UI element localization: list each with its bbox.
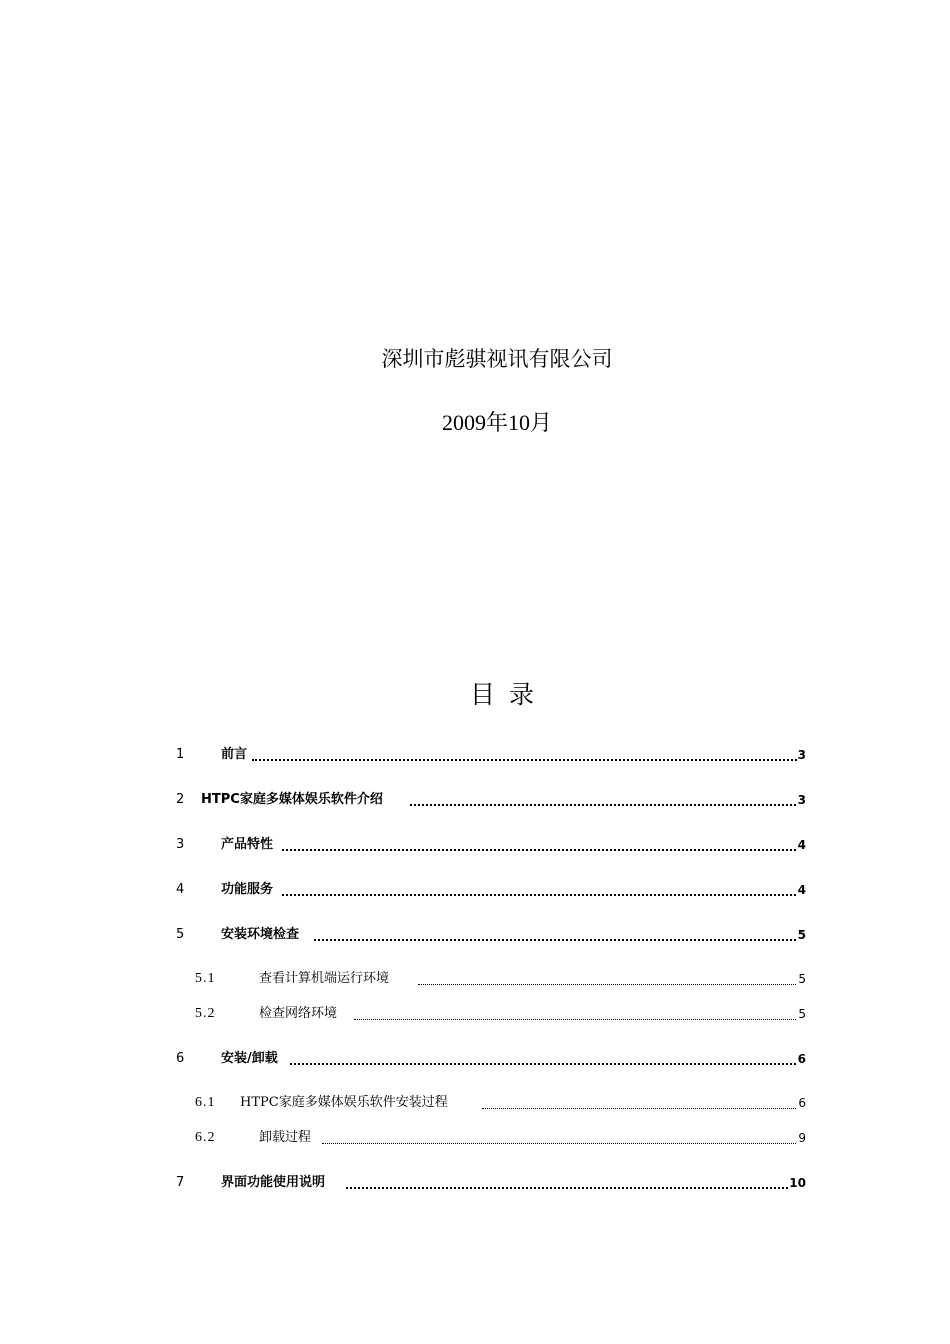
toc-entry-number: 5.2 bbox=[195, 1006, 216, 1021]
toc-entry-6-1[interactable] bbox=[0, 1092, 950, 1114]
toc-entry-label: HTPC家庭多媒体娱乐软件安装过程 bbox=[240, 1092, 449, 1114]
toc-entry-number: 1 bbox=[176, 747, 185, 762]
toc-entry-label: 卸载过程 bbox=[259, 1127, 312, 1149]
toc-entry-5-1[interactable] bbox=[0, 968, 950, 990]
toc-entry-6-2[interactable] bbox=[0, 1127, 950, 1149]
toc-entry-label: 查看计算机端运行环境 bbox=[259, 968, 390, 990]
toc-entry-1[interactable] bbox=[0, 744, 950, 766]
toc-entry-label: 安装环境检查 bbox=[221, 924, 300, 946]
toc-entry-number: 3 bbox=[176, 837, 185, 852]
toc-entry-page: 6 bbox=[797, 1048, 806, 1070]
toc-entry-3[interactable] bbox=[0, 834, 950, 856]
toc-entry-page: 6 bbox=[797, 1092, 806, 1114]
toc-entry-7[interactable] bbox=[0, 1172, 950, 1194]
toc-dot-leader bbox=[282, 849, 800, 851]
toc-dot-leader bbox=[252, 759, 800, 761]
toc-dot-leader bbox=[354, 1019, 800, 1020]
toc-entry-label: 前言 bbox=[221, 744, 248, 766]
toc-entry-label: 界面功能使用说明 bbox=[221, 1172, 326, 1194]
toc-dot-leader bbox=[290, 1063, 800, 1065]
toc-entry-label: 产品特性 bbox=[221, 834, 274, 856]
toc-entry-4[interactable] bbox=[0, 879, 950, 901]
toc-dot-leader bbox=[282, 894, 800, 896]
document-date: 2009年10月 bbox=[441, 410, 552, 435]
toc-entry-5[interactable] bbox=[0, 924, 950, 946]
toc-dot-leader bbox=[418, 984, 800, 985]
company-name: 深圳市彪骐视讯有限公司 bbox=[381, 347, 613, 371]
toc-dot-leader bbox=[346, 1187, 792, 1189]
toc-entry-page: 3 bbox=[797, 789, 806, 811]
toc-entry-number: 6 bbox=[176, 1051, 185, 1066]
toc-entry-label: HTPC家庭多媒体娱乐软件介绍 bbox=[201, 789, 384, 811]
toc-entry-page: 5 bbox=[797, 924, 806, 946]
toc-entry-6[interactable] bbox=[0, 1048, 950, 1070]
toc-entry-page: 4 bbox=[797, 834, 806, 856]
toc-dot-leader bbox=[322, 1143, 800, 1144]
toc-dot-leader bbox=[314, 939, 800, 941]
toc-entry-page: 9 bbox=[797, 1127, 806, 1149]
toc-entry-number: 7 bbox=[176, 1175, 185, 1190]
toc-title-char-1: 目 bbox=[469, 680, 495, 709]
toc-entry-number: 6.2 bbox=[195, 1130, 216, 1145]
toc-entry-5-2[interactable] bbox=[0, 1003, 950, 1025]
toc-entry-label: 检查网络环境 bbox=[259, 1003, 338, 1025]
toc-entry-page: 4 bbox=[797, 879, 806, 901]
toc-entry-number: 4 bbox=[176, 882, 185, 897]
toc-title bbox=[0, 678, 950, 712]
toc-entry-number: 5 bbox=[176, 927, 185, 942]
toc-entry-page: 3 bbox=[797, 744, 806, 766]
toc-entry-number: 6.1 bbox=[195, 1095, 216, 1110]
toc-entry-2[interactable] bbox=[0, 789, 950, 811]
toc-entry-number: 2 bbox=[176, 792, 185, 807]
toc-dot-leader bbox=[410, 804, 800, 806]
toc-entry-page: 5 bbox=[797, 968, 806, 990]
toc-entry-label: 安装/卸载 bbox=[221, 1048, 279, 1070]
toc-entry-page: 10 bbox=[788, 1172, 806, 1194]
toc-title-char-2: 录 bbox=[509, 680, 535, 709]
toc-dot-leader bbox=[482, 1108, 800, 1109]
toc-entry-number: 5.1 bbox=[195, 971, 216, 986]
toc-entry-label: 功能服务 bbox=[221, 879, 274, 901]
toc-entry-page: 5 bbox=[797, 1003, 806, 1025]
